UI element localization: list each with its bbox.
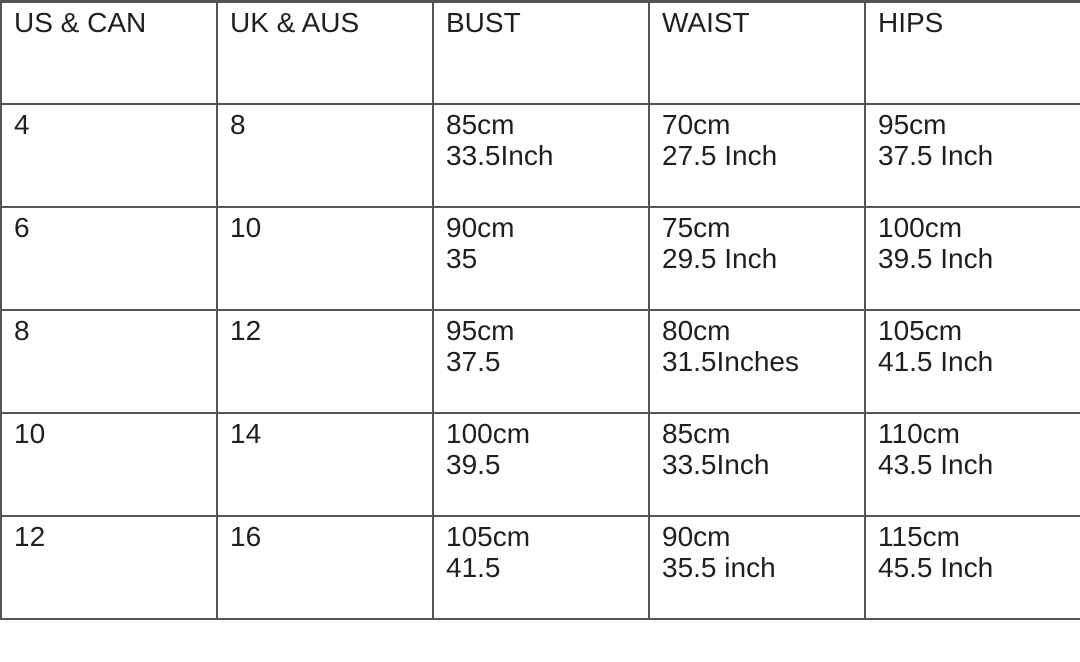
size-row bbox=[1, 207, 1080, 310]
uk-aus-size: 16 bbox=[230, 521, 262, 552]
hips-cm-value: 110cm bbox=[878, 418, 960, 449]
waist-cm-value: 75cm bbox=[662, 212, 731, 243]
us-can-size: 10 bbox=[14, 418, 46, 449]
bust-inch-value: 41.5 bbox=[446, 552, 501, 583]
hips-cell bbox=[865, 310, 1080, 413]
us-can-size: 8 bbox=[14, 315, 30, 346]
uk-aus-size: 10 bbox=[230, 212, 262, 243]
uk-aus-size: 14 bbox=[230, 418, 262, 449]
uk-aus-cell bbox=[217, 413, 433, 516]
waist-cell bbox=[649, 104, 865, 207]
waist-inch-value: 35.5 inch bbox=[662, 552, 776, 583]
us-can-cell bbox=[1, 310, 217, 413]
waist-cm-value: 80cm bbox=[662, 315, 731, 346]
bust-inch-value: 37.5 bbox=[446, 346, 501, 377]
column-header-us-can: US & CAN bbox=[1, 2, 217, 105]
waist-inch-value: 33.5Inch bbox=[662, 449, 770, 480]
hips-inch-value: 45.5 Inch bbox=[878, 552, 994, 583]
size-row bbox=[1, 516, 1080, 619]
us-can-cell bbox=[1, 516, 217, 619]
bust-cell bbox=[433, 516, 649, 619]
us-can-cell bbox=[1, 104, 217, 207]
us-can-cell bbox=[1, 207, 217, 310]
waist-cell bbox=[649, 310, 865, 413]
waist-inch-value: 29.5 Inch bbox=[662, 243, 778, 274]
bust-inch-value: 33.5Inch bbox=[446, 140, 554, 171]
uk-aus-cell bbox=[217, 104, 433, 207]
hips-cell bbox=[865, 207, 1080, 310]
size-row bbox=[1, 310, 1080, 413]
uk-aus-cell bbox=[217, 516, 433, 619]
us-can-size: 12 bbox=[14, 521, 46, 552]
uk-aus-size: 12 bbox=[230, 315, 262, 346]
bust-cm-value: 95cm bbox=[446, 315, 515, 346]
size-row bbox=[1, 413, 1080, 516]
column-header-bust: BUST bbox=[433, 2, 649, 105]
column-header-hips: HIPS bbox=[865, 2, 1080, 105]
header-row bbox=[1, 2, 1080, 105]
hips-cm-value: 105cm bbox=[878, 315, 963, 346]
hips-inch-value: 43.5 Inch bbox=[878, 449, 994, 480]
bust-cell bbox=[433, 310, 649, 413]
hips-cm-value: 115cm bbox=[878, 521, 960, 552]
waist-cm-value: 85cm bbox=[662, 418, 731, 449]
bust-cell bbox=[433, 104, 649, 207]
waist-cm-value: 90cm bbox=[662, 521, 731, 552]
bust-inch-value: 39.5 bbox=[446, 449, 501, 480]
us-can-cell bbox=[1, 413, 217, 516]
us-can-size: 4 bbox=[14, 109, 30, 140]
hips-inch-value: 41.5 Inch bbox=[878, 346, 994, 377]
uk-aus-cell bbox=[217, 207, 433, 310]
size-row bbox=[1, 104, 1080, 207]
hips-cell bbox=[865, 516, 1080, 619]
bust-inch-value: 35 bbox=[446, 243, 478, 274]
column-header-waist: WAIST bbox=[649, 2, 865, 105]
bust-cell bbox=[433, 413, 649, 516]
column-header-uk-aus: UK & AUS bbox=[217, 2, 433, 105]
waist-cell bbox=[649, 516, 865, 619]
hips-inch-value: 37.5 Inch bbox=[878, 140, 994, 171]
waist-cell bbox=[649, 207, 865, 310]
hips-cell bbox=[865, 413, 1080, 516]
hips-cm-value: 100cm bbox=[878, 212, 963, 243]
waist-cell bbox=[649, 413, 865, 516]
waist-inch-value: 31.5Inches bbox=[662, 346, 799, 377]
bust-cm-value: 105cm bbox=[446, 521, 531, 552]
waist-inch-value: 27.5 Inch bbox=[662, 140, 778, 171]
hips-inch-value: 39.5 Inch bbox=[878, 243, 994, 274]
bust-cm-value: 100cm bbox=[446, 418, 531, 449]
bust-cm-value: 85cm bbox=[446, 109, 515, 140]
us-can-size: 6 bbox=[14, 212, 30, 243]
hips-cell bbox=[865, 104, 1080, 207]
uk-aus-size: 8 bbox=[230, 109, 246, 140]
uk-aus-cell bbox=[217, 310, 433, 413]
hips-cm-value: 95cm bbox=[878, 109, 947, 140]
bust-cell bbox=[433, 207, 649, 310]
bust-cm-value: 90cm bbox=[446, 212, 515, 243]
waist-cm-value: 70cm bbox=[662, 109, 731, 140]
